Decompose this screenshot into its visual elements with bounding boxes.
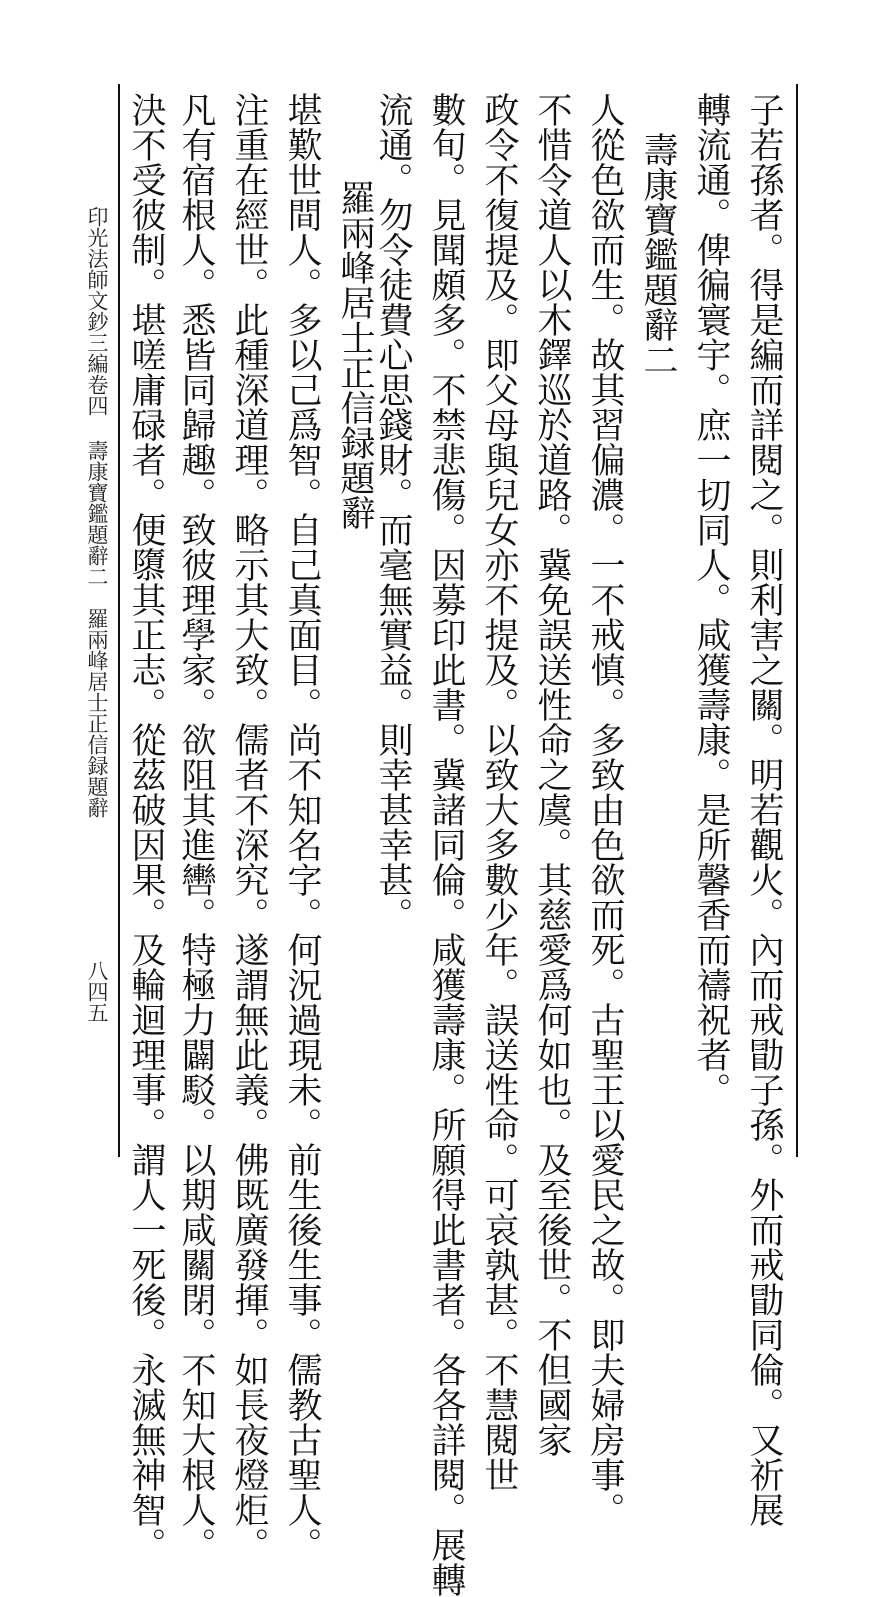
text-column-1: 子若孫者。得是編而詳閱之。則利害之關。明若觀火。內而戒勖子孫。外而戒勖同倫。又祈展 [744, 92, 784, 1527]
running-head-section: 壽康寶鑑題辭二 羅兩峰居士正信録題辭 [85, 440, 109, 818]
text-column-5: 不惜令道人以木鐸巡於道路。冀免誤送性命之虞。其慈愛爲何如也。及至後世。不但國家 [532, 92, 572, 1457]
running-head-book-title: 印光法師文鈔三編卷四 [85, 206, 109, 416]
text-column-4: 人從色欲而生。故其習偏濃。一不戒慎。多致由色欲而死。古聖王以愛民之故。即夫婦房事。 [585, 92, 625, 1527]
text-column-8: 流通。勿令徒費心思錢財。而毫無實益。則幸甚幸甚。 [373, 92, 413, 932]
text-column-2: 轉流通。俾徧寰宇。庶一切同人。咸獲壽康。是所馨香而禱祝者。 [691, 92, 731, 1107]
section-title-shoukang: 壽康寶鑑題辭二 [638, 132, 678, 377]
page-number: 八四五 [85, 960, 109, 1023]
section-title-luo: 羅兩峰居士正信録題辭 [335, 180, 375, 530]
text-column-12: 凡有宿根人。悉皆同歸趣。致彼理學家。欲阻其進轡。特極力闢駁。以期咸關閉。不知大根人。 [176, 92, 216, 1562]
text-column-10: 堪歎世間人。多以己爲智。自己真面目。尚不知名字。何況過現未。前生後生事。儒教古聖人。 [282, 92, 322, 1562]
text-column-6: 政令不復提及。即父母與兒女亦不提及。以致大多數少年。誤送性命。可哀孰甚。不慧閱世 [479, 92, 519, 1492]
text-column-7: 數旬。見聞頗多。不禁悲傷。因募印此書。冀諸同倫。咸獲壽康。所願得此書者。各各詳閱。展轉 [426, 92, 466, 1597]
text-column-11: 注重在經世。此種深道理。略示其大致。儒者不深究。遂謂無此義。佛既廣發揮。如長夜燈炬。 [229, 92, 269, 1562]
text-column-13: 決不受彼制。堪嗟庸碌者。便隳其正志。從茲破因果。及輪迴理事。謂人一死後。永滅無神智。 [126, 92, 166, 1562]
